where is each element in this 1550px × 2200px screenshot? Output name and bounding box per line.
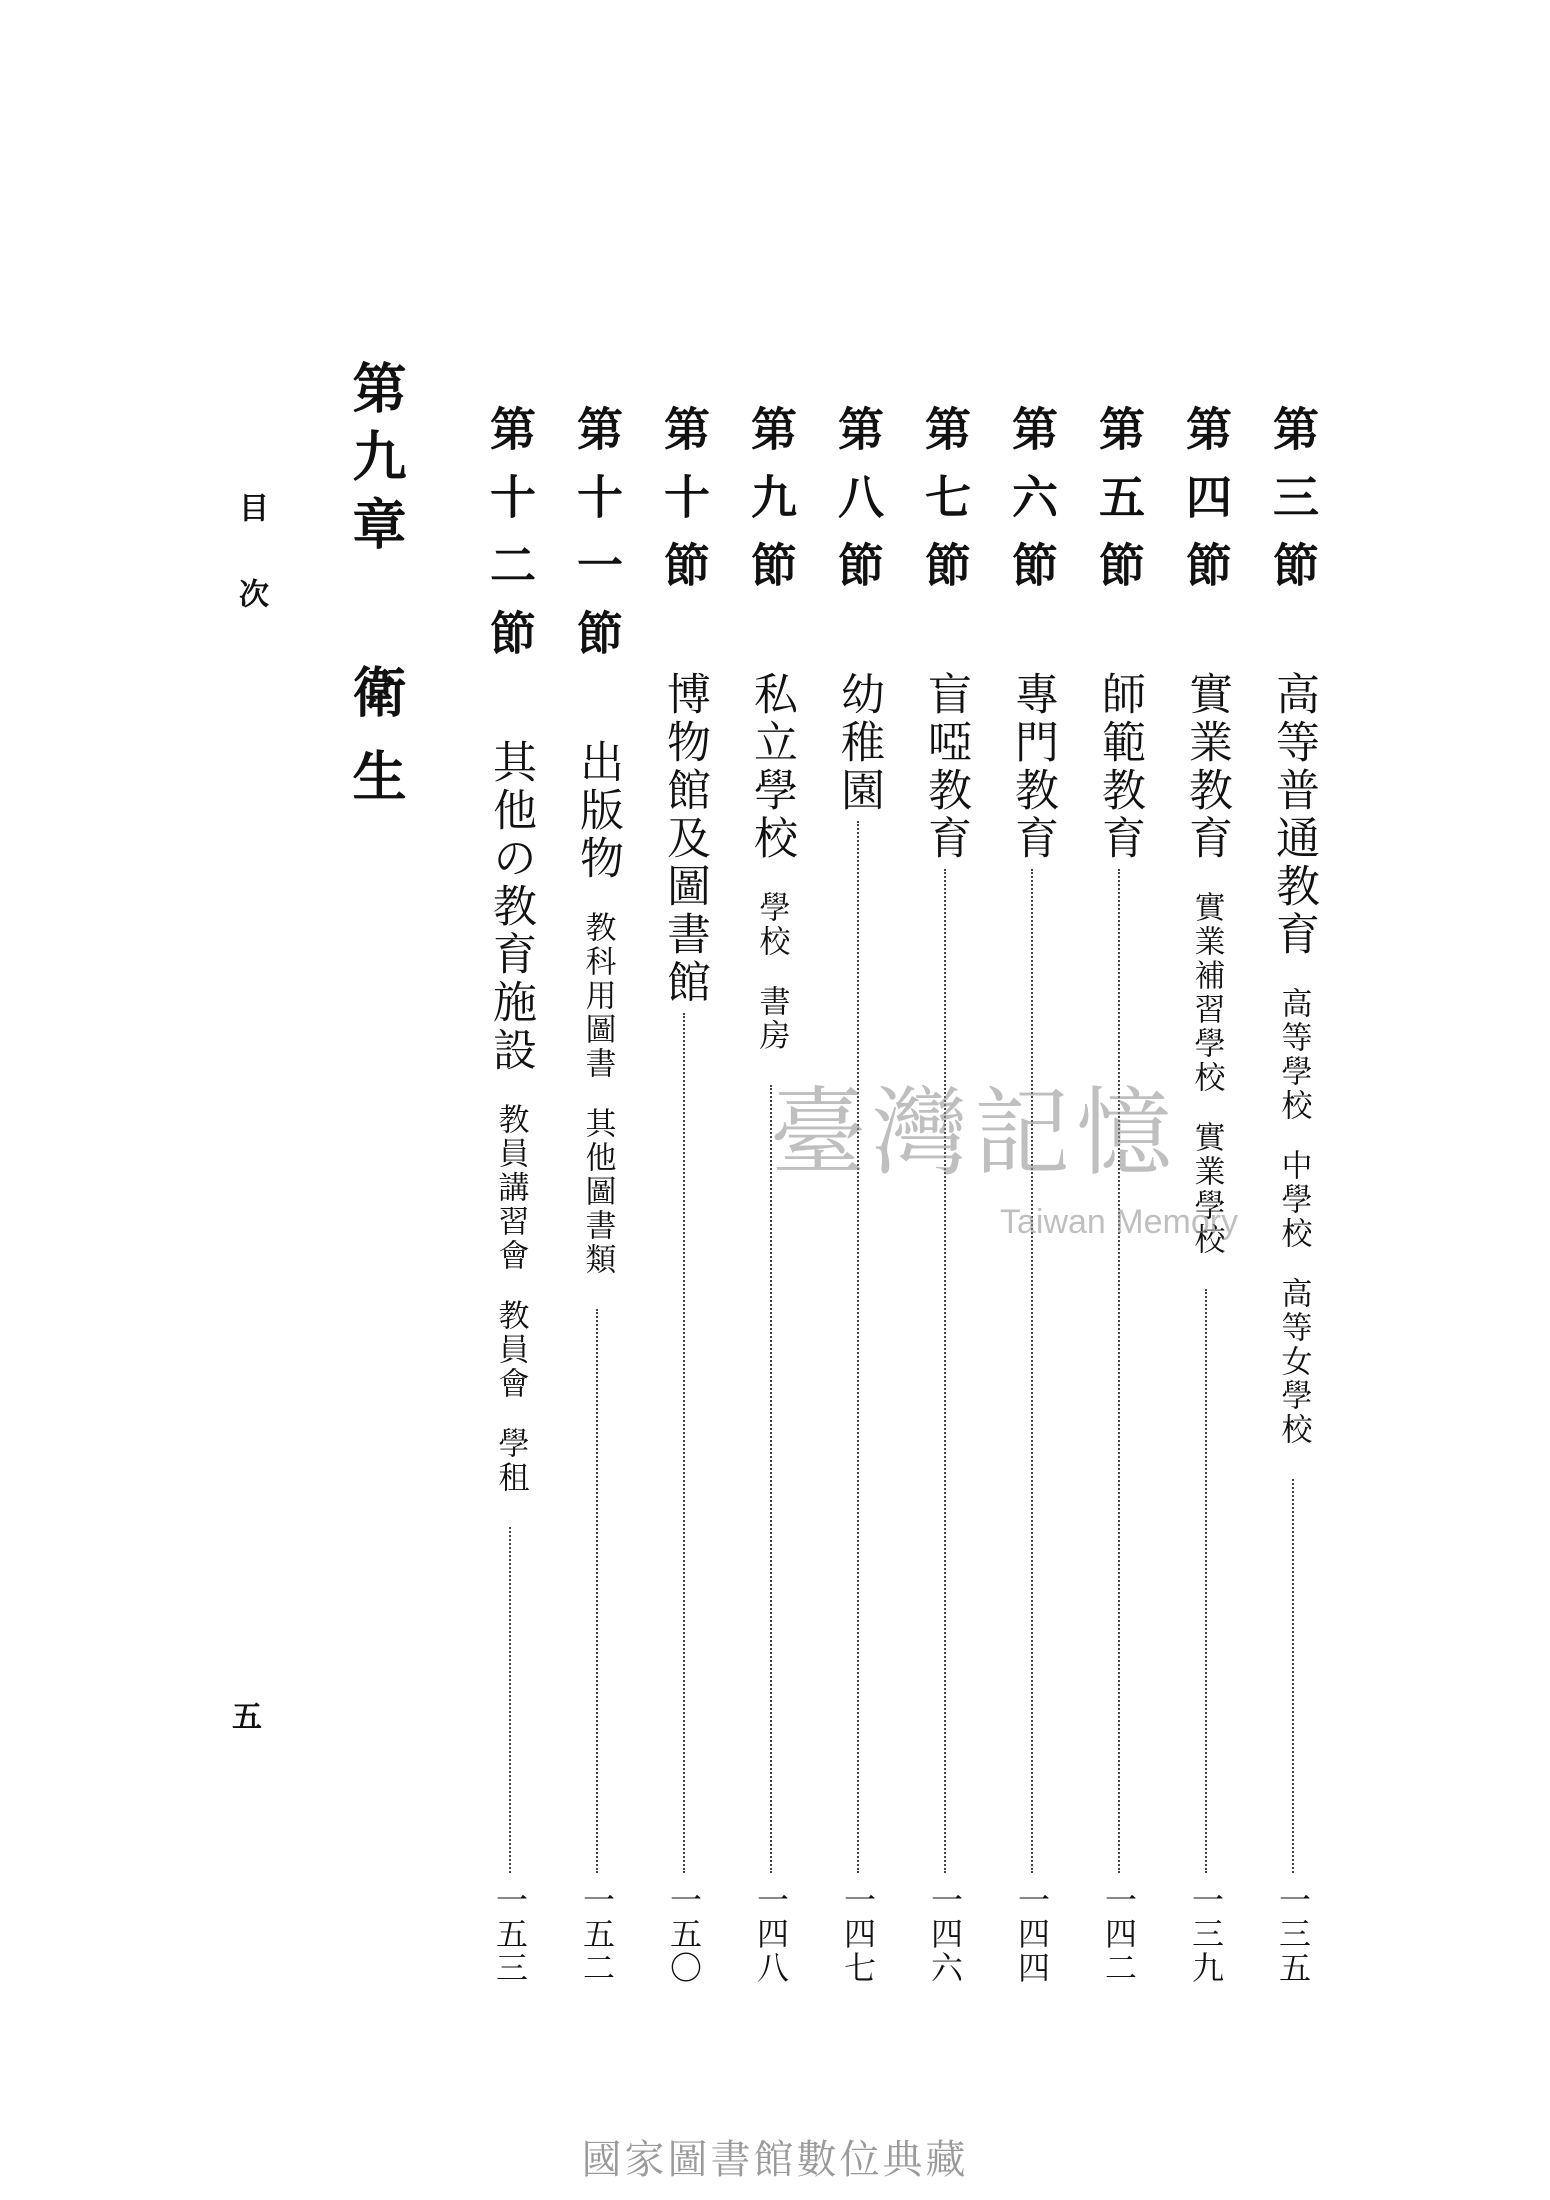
subsection-list (1188, 891, 1225, 1283)
subsection-item: 教員講習會 (492, 1103, 529, 1273)
subsection-list (492, 1103, 529, 1521)
section-label: 第七節 (918, 405, 972, 609)
subsection-list (753, 891, 790, 1079)
dot-leader (857, 821, 859, 1873)
chapter-title: 衛生 (344, 664, 407, 832)
page-number: 一四八 (752, 1883, 790, 1985)
toc-entry (1091, 405, 1147, 1985)
section-title: 其他の教育施設 (485, 739, 536, 1075)
page-number: 一四二 (1100, 1883, 1138, 1985)
subsection-item: 實業學校 (1188, 1121, 1225, 1257)
toc-entry (656, 405, 712, 1985)
section-label: 第九節 (744, 405, 798, 609)
dot-leader (1118, 869, 1120, 1873)
footer-credit: 國家圖書館數位典藏 (581, 2137, 969, 2183)
dot-leader (1031, 869, 1033, 1873)
subsection-item: 實業補習學校 (1188, 891, 1225, 1095)
running-header: 目次 (233, 492, 268, 664)
page-number: 一三五 (1274, 1883, 1312, 1985)
dot-leader (509, 1527, 511, 1873)
toc-entry (569, 405, 625, 1985)
dot-leader (683, 1013, 685, 1873)
section-title: 高等普通教育 (1268, 671, 1319, 959)
toc-entry (1178, 405, 1234, 1985)
section-title: 幼稚園 (833, 671, 884, 815)
section-label: 第八節 (831, 405, 885, 609)
page-number: 一三九 (1187, 1883, 1225, 1985)
section-label: 第十節 (657, 405, 711, 609)
section-label: 第十二節 (483, 405, 537, 677)
section-label: 第五節 (1092, 405, 1146, 609)
toc-entry (743, 405, 799, 1985)
toc-entry (830, 405, 886, 1985)
section-title: 私立學校 (746, 671, 797, 863)
page-number: 一五三 (491, 1883, 529, 1985)
chapter-heading (335, 360, 415, 832)
section-label: 第四節 (1179, 405, 1233, 609)
section-label: 第六節 (1005, 405, 1059, 609)
dot-leader (1292, 1479, 1294, 1873)
toc-entry (1004, 405, 1060, 1985)
toc-entry (1265, 405, 1321, 1985)
dot-leader (944, 869, 946, 1873)
watermark-sub-text: Taiwan Memory (1000, 1203, 1239, 1241)
dot-leader (596, 1309, 598, 1873)
section-title: 專門教育 (1007, 671, 1058, 863)
section-title: 博物館及圖書館 (659, 671, 710, 1007)
page-number: 一五〇 (665, 1883, 703, 1985)
subsection-item: 高等女學校 (1275, 1277, 1312, 1447)
subsection-item: 學校 (753, 891, 790, 959)
subsection-list (579, 911, 616, 1303)
subsection-item: 其他圖書類 (579, 1107, 616, 1277)
section-label: 第十一節 (570, 405, 624, 677)
toc-entry (482, 405, 538, 1985)
subsection-item: 教員會 (492, 1299, 529, 1401)
page-number: 一四四 (1013, 1883, 1051, 1985)
dot-leader (770, 1085, 772, 1873)
page-number: 一四七 (839, 1883, 877, 1985)
section-label: 第三節 (1266, 405, 1320, 609)
section-title: 實業教育 (1181, 671, 1232, 863)
chapter-label: 第九章 (344, 360, 407, 564)
dot-leader (1205, 1289, 1207, 1873)
subsection-item: 學租 (492, 1427, 529, 1495)
page-folio: 五 (232, 1700, 262, 1735)
section-title: 師範教育 (1094, 671, 1145, 863)
section-title: 出版物 (572, 739, 623, 883)
subsection-item: 書房 (753, 985, 790, 1053)
watermark-main-text: 臺灣記憶 (770, 1077, 1178, 1189)
page-number: 一四六 (926, 1883, 964, 1985)
section-title: 盲啞教育 (920, 671, 971, 863)
toc-entry (917, 405, 973, 1985)
subsection-list (1275, 987, 1312, 1473)
subsection-item: 教科用圖書 (579, 911, 616, 1081)
page-number: 一五二 (578, 1883, 616, 1985)
subsection-item: 中學校 (1275, 1149, 1312, 1251)
subsection-item: 高等學校 (1275, 987, 1312, 1123)
